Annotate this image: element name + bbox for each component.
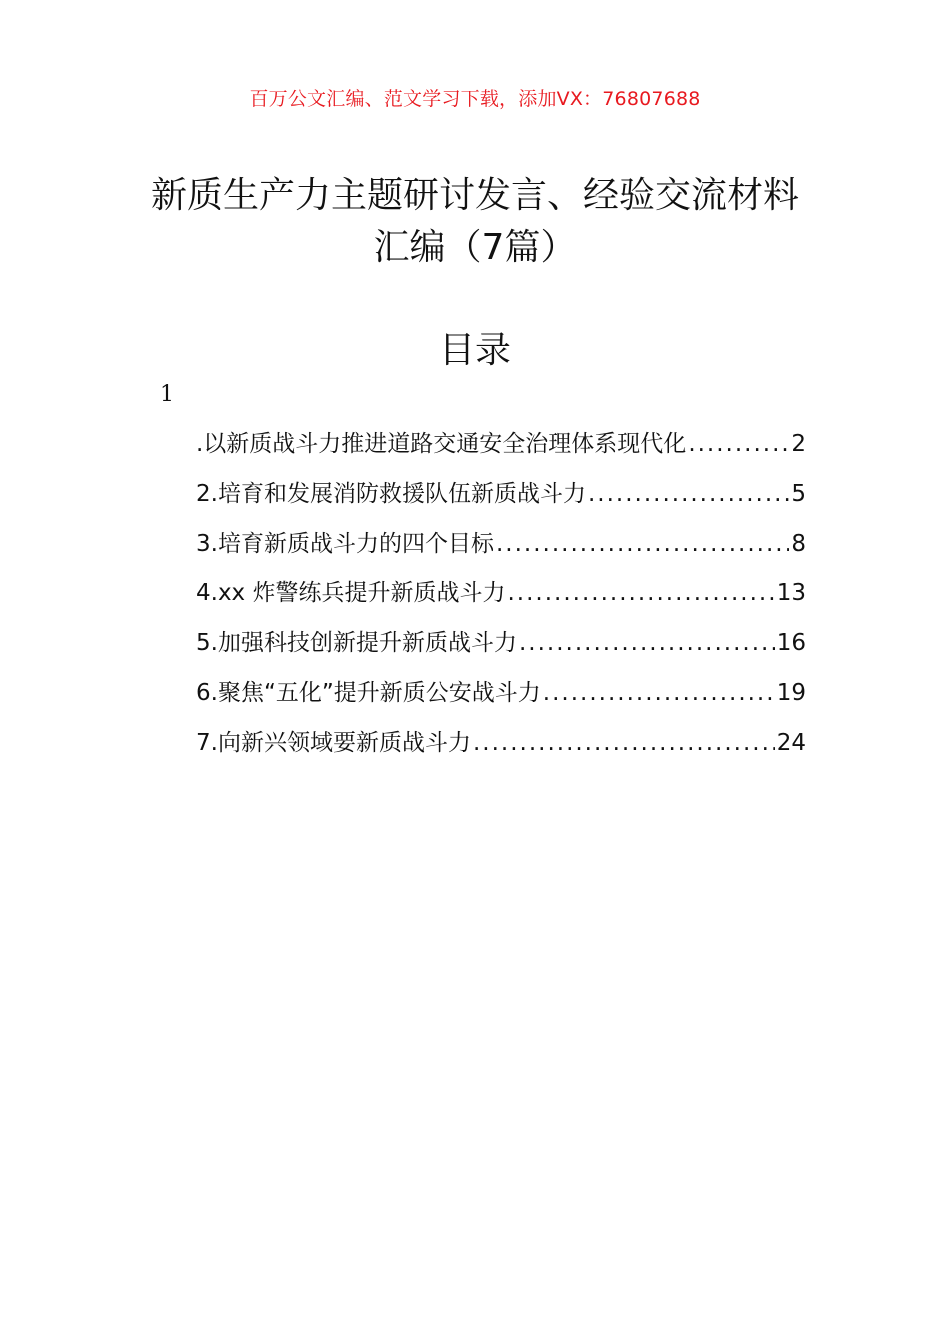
toc-list [196, 424, 806, 773]
toc-leader-dots [588, 474, 789, 514]
toc-item-label: 3.培育新质战斗力的四个目标 [196, 530, 494, 557]
toc-leader-dots [543, 673, 775, 713]
toc-leader-dots [473, 723, 775, 763]
document-title [0, 170, 950, 274]
toc-leader-dots [519, 623, 775, 663]
toc-item-page: 8 [791, 530, 806, 557]
document-title-line-2: 汇编（7篇） [373, 227, 577, 268]
toc-item[interactable] [196, 573, 806, 623]
toc-item[interactable] [196, 424, 806, 474]
toc-item-label: 2.培育和发展消防救援队伍新质战斗力 [196, 480, 586, 507]
header-note: 百万公文汇编、范文学习下载，添加VX：76807688 [249, 88, 701, 110]
toc-item[interactable] [196, 524, 806, 574]
toc-item-page: 16 [776, 630, 806, 657]
toc-item-label: 6.聚焦“五化”提升新质公安战斗力 [196, 679, 541, 706]
toc-item[interactable] [196, 673, 806, 723]
toc-marker: 1 [160, 382, 174, 407]
toc-item-page: 2 [791, 431, 806, 457]
toc-item-page: 5 [791, 480, 806, 507]
toc-item-page: 24 [776, 729, 806, 756]
toc-item-label: .以新质战斗力推进道路交通安全治理体系现代化 [196, 431, 687, 457]
toc-item-label: 7.向新兴领域要新质战斗力 [196, 729, 471, 756]
toc-item-label: 5.加强科技创新提升新质战斗力 [196, 630, 517, 657]
document-title-line-1: 新质生产力主题研讨发言、经验交流材料 [150, 175, 799, 216]
toc-item-page: 13 [776, 580, 806, 607]
toc-leader-dots [507, 573, 774, 613]
toc-item[interactable] [196, 474, 806, 524]
toc-leader-dots [496, 524, 789, 564]
toc-item[interactable] [196, 723, 806, 773]
toc-heading: 目录 [438, 330, 511, 371]
toc-leader-dots [688, 424, 789, 464]
toc-item-label: 4.xx 炸警练兵提升新质战斗力 [196, 580, 506, 607]
toc-item-page: 19 [776, 679, 806, 706]
toc-item[interactable] [196, 623, 806, 673]
